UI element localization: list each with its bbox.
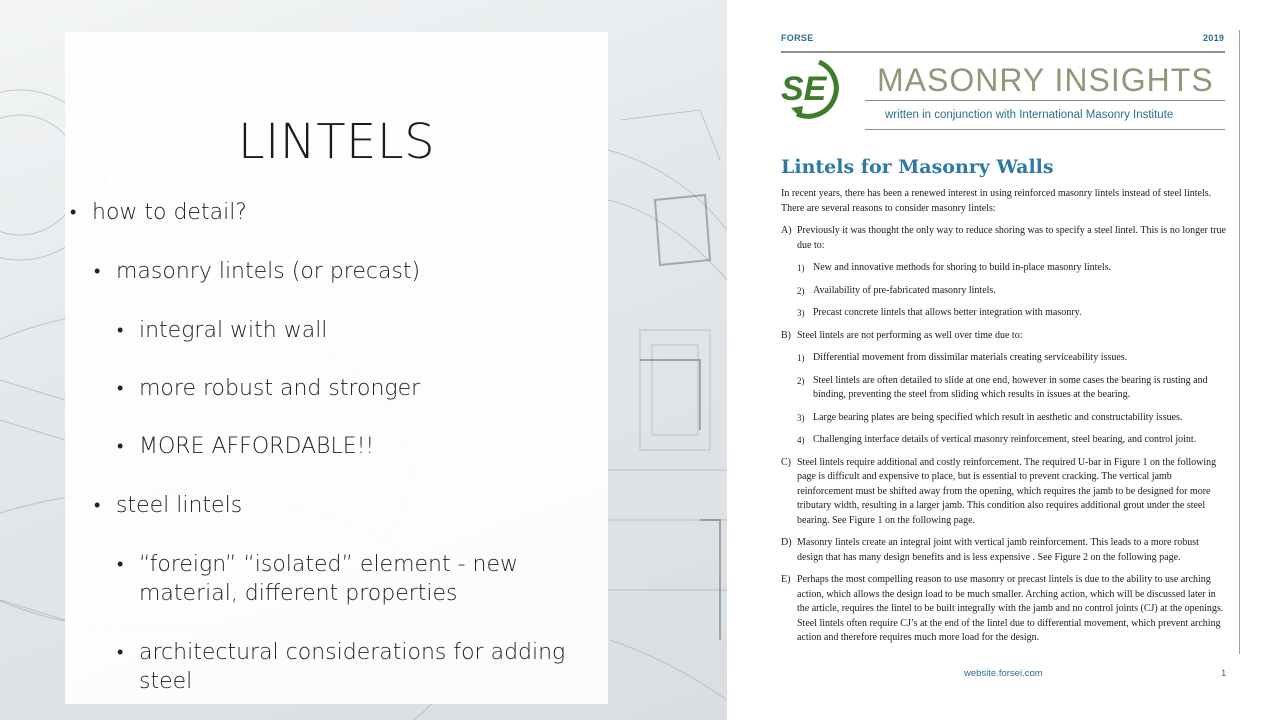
page-number: 1 (1221, 668, 1227, 679)
bullet-item (117, 432, 375, 461)
bullet-icon: • (94, 495, 101, 516)
bullet-text: “foreign” “isolated” element - new material, different properties (139, 552, 519, 606)
footer-website-link[interactable]: website.forsei.com (964, 668, 1043, 679)
sub-list-item-label: 1) (797, 353, 805, 363)
intro-paragraph: In recent years, there has been a renewed interest in using reinforced masonry lintels instead of steel lintels. There are several reasons to consider masonry lintels: (781, 188, 1212, 214)
bullet-item (70, 198, 247, 227)
bullet-text: architectural considerations for adding steel (139, 640, 566, 694)
bullet-icon: • (94, 261, 101, 282)
bullet-item (94, 257, 421, 286)
sub-list-item-label: 4) (797, 435, 805, 445)
list-item-text: Steel lintels require additional and costly reinforcement. The required U-bar in Figure 1 on the following page is difficult and expensive to place, but is essential to prevent cracking. The vertical jamb reinforcement must be shifted away from the opening, which requires the jamb to be designed for more tributary width, resulting in a larger jamb. This condition also requires additional grout under the steel bearing. See Figure 1 on the following page. (797, 456, 1217, 526)
list-item (781, 329, 1227, 344)
article-title: Lintels for Masonry Walls (781, 156, 1054, 178)
sub-list-item-text: Differential movement from dissimilar materials creating serviceability issues. (813, 352, 1128, 363)
bullet-icon: • (70, 202, 77, 223)
sub-list-item-text: Availability of pre-fabricated masonry lintels. (813, 284, 996, 296)
sub-list-item (781, 261, 1227, 276)
sub-list-item-label: 2) (797, 285, 805, 296)
list-item-text: Perhaps the most compelling reason to use masonry or precast lintels is due to the ability to use arching action, which allows the design load to be much smaller. Arching action, which will be discussed later in the article, requires the lintel to be built integrally with the jamb and no control joints (CJ) at the openings. Steel lintels often require CJ’s at the end of the lintel due to differential movement, which prevent arching action and therefore requires much more load for the design. (797, 574, 1224, 643)
list-item-text: Masonry lintels create an integral joint with vertical jamb reinforcement. This leads to a more robust design that has many design benefits and is less expensive . See Figure 2 on the following page. (797, 537, 1199, 563)
document-page (727, 0, 1280, 720)
bullet-icon: • (117, 642, 124, 663)
bullet-icon: • (117, 554, 124, 575)
list-item-text: Steel lintels are not performing as well over time due to: (797, 329, 1023, 341)
sub-list-item (781, 411, 1227, 426)
sub-list-item-label: 2) (797, 375, 805, 386)
slide-title: LINTELS (237, 114, 436, 170)
masthead-divider-bottom (865, 129, 1225, 130)
list-item (781, 573, 1227, 646)
sub-list-item-text: Large bearing plates are being specified which result in aesthetic and constructability issues. (813, 411, 1183, 423)
sub-list-item-text: Challenging interface details of vertical masonry reinforcement, steel bearing, and control joint. (813, 434, 1197, 445)
article-body (781, 187, 1227, 654)
bullet-item (117, 374, 421, 403)
bullet-item (117, 550, 579, 608)
sub-list-item (781, 306, 1227, 321)
sub-list-item-label: 3) (797, 412, 805, 423)
bullet-text: integral with wall (139, 318, 328, 343)
list-item (781, 224, 1227, 253)
sub-list-item-label: 3) (797, 308, 805, 318)
masthead-subtitle: written in conjunction with International Masonry Institute (885, 109, 1174, 121)
header-publisher: FORSE (781, 33, 814, 43)
bullet-text: steel lintels (116, 493, 243, 518)
list-item-label: D) (781, 537, 792, 548)
bullet-text: masonry lintels (or precast) (116, 259, 421, 284)
header-year: 2019 (1203, 33, 1225, 43)
bullet-item (117, 638, 579, 696)
bullet-item (94, 491, 243, 520)
sub-list-item-text: New and innovative methods for shoring to build in-place masonry lintels. (813, 262, 1111, 273)
list-item (781, 536, 1227, 565)
list-item-label: E) (781, 574, 791, 585)
sub-list-item-label: 1) (797, 263, 805, 273)
list-item-label: B) (781, 329, 791, 341)
logo-text: SE (781, 70, 827, 108)
bullet-text: how to detail? (92, 200, 247, 225)
list-item-label: A) (781, 225, 792, 236)
slide-bullet-list (65, 32, 608, 704)
list-item-text: Previously it was thought the only way to reduce shoring was to specify a steel lintel. This is no longer true due to: (797, 225, 1226, 251)
bullet-icon: • (117, 320, 124, 341)
sub-list-item (781, 433, 1227, 448)
list-item (781, 456, 1227, 529)
list-item-label: C) (781, 456, 791, 468)
sub-list-item (781, 284, 1227, 299)
se-logo-icon (779, 58, 857, 122)
slide-content-panel (65, 32, 608, 704)
sub-list-item-text: Steel lintels are often detailed to slide at one end, however in some cases the bearing is rusting and binding, preventing the steel from sliding which results in issues at the bearing. (813, 374, 1208, 400)
sub-list-item-text: Precast concrete lintels that allows better integration with masonry. (813, 307, 1082, 318)
sub-list-item (781, 351, 1227, 366)
bullet-text: MORE AFFORDABLE!! (139, 434, 375, 459)
bullet-text: more robust and stronger (139, 376, 421, 401)
bullet-icon: • (117, 436, 124, 457)
sub-list-item (781, 374, 1227, 403)
masthead-divider (865, 100, 1225, 101)
bullet-item (117, 316, 328, 345)
masthead-title: MASONRY INSIGHTS (877, 62, 1214, 98)
header-divider (781, 51, 1225, 53)
bullet-icon: • (117, 378, 124, 399)
